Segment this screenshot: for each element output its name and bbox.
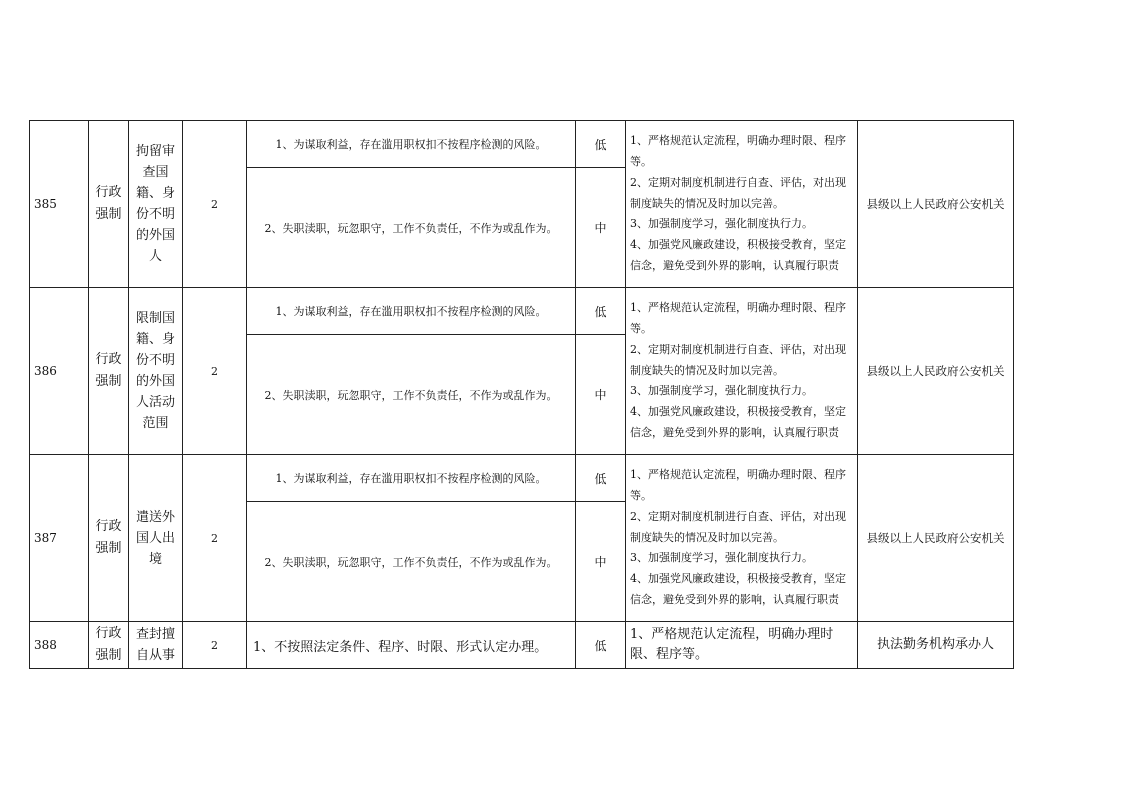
- item-name: 拘留审查国籍、身份不明的外国人: [135, 144, 175, 264]
- responsible-dept: 执法勤务机构承办人: [858, 622, 1014, 669]
- count-cell: 2: [183, 121, 247, 288]
- count-cell: 2: [183, 455, 247, 622]
- row-number: 385: [30, 121, 89, 288]
- risk-level: 中: [576, 502, 626, 622]
- row-number: 387: [30, 455, 89, 622]
- measure-line: 4、加强党风廉政建设，积极接受教育，坚定信念，避免受到外界的影响，认真履行职责: [630, 572, 846, 606]
- measure-line: 3、加强制度学习，强化制度执行力。: [630, 217, 813, 231]
- category-cell: 行政强制: [95, 626, 122, 663]
- count-cell: 2: [183, 288, 247, 455]
- prevention-measures: [626, 121, 858, 288]
- measure-line: 1、严格规范认定流程，明确办理时限、程序等。: [630, 468, 846, 502]
- prevention-measures: [626, 288, 858, 455]
- measure-line: 3、加强制度学习，强化制度执行力。: [630, 551, 813, 565]
- row-number: 388: [30, 622, 89, 669]
- measure-line: 1、严格规范认定流程，明确办理时限、程序等。: [630, 301, 846, 335]
- table-row: [30, 121, 1014, 168]
- risk-level: 低: [576, 622, 626, 669]
- risk-level: 低: [576, 121, 626, 168]
- risk-point: 2、失职渎职，玩忽职守，工作不负责任，不作为或乱作为。: [247, 502, 576, 622]
- prevention-measures: [626, 455, 858, 622]
- measure-line: 4、加强党风廉政建设，积极接受教育，坚定信念，避免受到外界的影响，认真履行职责: [630, 238, 846, 272]
- risk-level: 低: [576, 455, 626, 502]
- responsible-dept: 县级以上人民政府公安机关: [858, 121, 1014, 288]
- risk-point: 1、为谋取利益，存在滥用职权扣不按程序检测的风险。: [247, 288, 576, 335]
- count-cell: 2: [183, 622, 247, 669]
- measure-line: 1、严格规范认定流程，明确办理时限、程序等。: [630, 134, 846, 168]
- table-row: [30, 455, 1014, 502]
- item-name: 遣送外国人出境: [135, 509, 175, 567]
- measure-line: 2、定期对制度机制进行自查、评估，对出现制度缺失的情况及时加以完善。: [630, 175, 846, 210]
- measure-line: 3、加强制度学习，强化制度执行力。: [630, 384, 813, 398]
- risk-point: 1、不按照法定条件、程序、时限、形式认定办理。: [247, 622, 576, 669]
- responsible-dept: 县级以上人民政府公安机关: [858, 455, 1014, 622]
- risk-point: 1、为谋取利益，存在滥用职权扣不按程序检测的风险。: [247, 121, 576, 168]
- risk-level: 中: [576, 335, 626, 455]
- table-row: [30, 622, 1014, 669]
- item-name: 限制国籍、身份不明的外国人活动范围: [135, 311, 175, 431]
- prevention-measures: [626, 622, 858, 669]
- risk-point: 2、失职渎职，玩忽职守，工作不负责任，不作为或乱作为。: [247, 168, 576, 288]
- category-cell: 行政强制: [95, 352, 122, 389]
- item-name: 查封擅自从事: [135, 627, 175, 663]
- row-number: 386: [30, 288, 89, 455]
- category-cell: 行政强制: [95, 519, 122, 556]
- measure-line: 1、严格规范认定流程，明确办理时限、程序等。: [630, 627, 834, 662]
- responsible-dept: 县级以上人民政府公安机关: [858, 288, 1014, 455]
- measure-line: 2、定期对制度机制进行自查、评估，对出现制度缺失的情况及时加以完善。: [630, 342, 846, 377]
- table-row: [30, 288, 1014, 335]
- risk-level: 中: [576, 168, 626, 288]
- risk-point: 1、为谋取利益，存在滥用职权扣不按程序检测的风险。: [247, 455, 576, 502]
- risk-table: [29, 120, 1014, 669]
- measure-line: 2、定期对制度机制进行自查、评估，对出现制度缺失的情况及时加以完善。: [630, 509, 846, 544]
- risk-point: 2、失职渎职，玩忽职守，工作不负责任，不作为或乱作为。: [247, 335, 576, 455]
- risk-level: 低: [576, 288, 626, 335]
- category-cell: 行政强制: [95, 185, 122, 222]
- measure-line: 4、加强党风廉政建设，积极接受教育，坚定信念，避免受到外界的影响，认真履行职责: [630, 405, 846, 439]
